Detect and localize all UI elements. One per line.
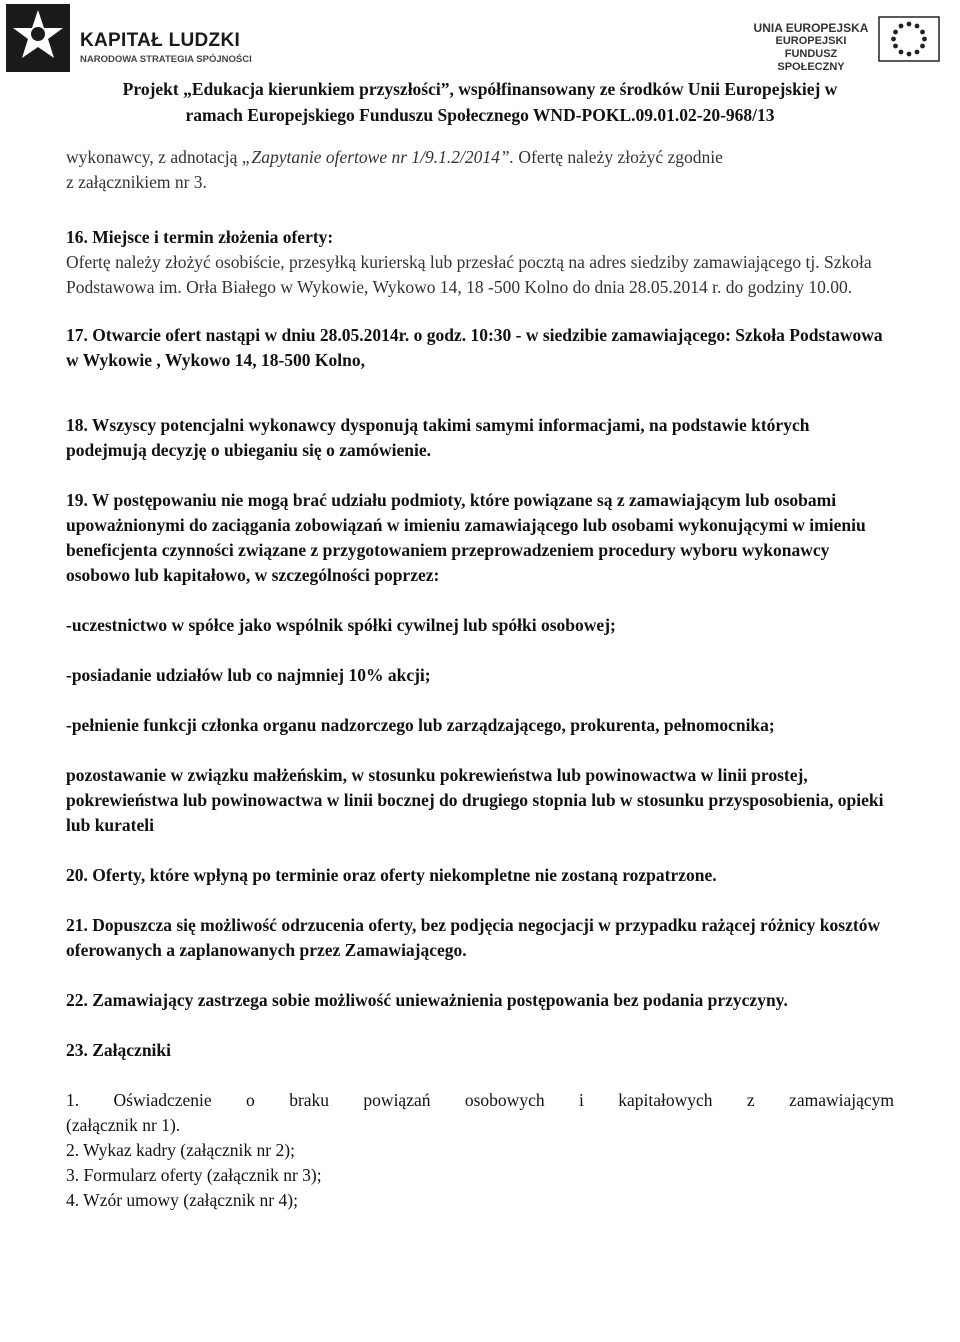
attachment-4: 4. Wzór umowy (załącznik nr 4); xyxy=(66,1190,298,1210)
eu-line3: FUNDUSZ SPOŁECZNY xyxy=(777,48,845,73)
section-19: 19. W postępowaniu nie mogą brać udziału podmioty, które powiązane są z zamawiającym lub osobami upoważnionymi do zaciągania zobowiązań w imieniu zamawiającego lub osobami wykonującymi w imieniu beneficjenta czynności związane z przygotowaniem przeprowadzeniem procedury wyboru wykonawcy osobowo lub kapitałowo, w szczególności poprzez: xyxy=(66,490,866,585)
kapital-ludzki-title: KAPITAŁ LUDZKI xyxy=(80,30,241,51)
kapital-ludzki-emblem-icon xyxy=(6,4,70,72)
eu-fund-label xyxy=(752,22,870,74)
section-17: 17. Otwarcie ofert nastąpi w dniu 28.05.2014r. o godz. 10:30 - w siedzibie zamawiającego: Szkoła Podstawowa w Wykowie , Wykowo 14, 18-500 Kolno, xyxy=(66,325,883,370)
intro-text-1: wykonawcy, z adnotacją xyxy=(66,147,242,167)
section-21: 21. Dopuszcza się możliwość odrzucenia oferty, bez podjęcia negocjacji w przypadku rażącej różnicy kosztów oferowanych a zaplanowanych przez Zamawiającego. xyxy=(66,915,881,960)
attachment-3: 3. Formularz oferty (załącznik nr 3); xyxy=(66,1165,322,1185)
section-20: 20. Oferty, które wpłyną po terminie oraz oferty niekompletne nie zostaną rozpatrzone. xyxy=(66,865,717,885)
eu-line2: EUROPEJSKI xyxy=(775,35,847,47)
eu-line1: UNIA EUROPEJSKA xyxy=(753,21,869,35)
project-line-2: ramach Europejskiego Funduszu Społecznego WND-POKL.09.01.02-20-968/13 xyxy=(185,105,775,125)
section-16-text: Ofertę należy złożyć osobiście, przesyłką kurierską lub przesłać pocztą na adres siedziby zamawiającego tj. Szkoła Podstawowa im. Orła Białego w Wykowie, Wykowo 14, 18 -500 Kolno do dnia 28.05.2014 r. do godziny 10.00. xyxy=(66,252,872,297)
bullet-1: -uczestnictwo w spółce jako wspólnik spółki cywilnej lub spółki osobowej; xyxy=(66,615,616,635)
attachment-1: 1. Oświadczenie o braku powiązań osobowych i kapitałowych z zamawiającym xyxy=(66,1090,894,1110)
page-header xyxy=(0,0,960,135)
kapital-ludzki-subtitle: NARODOWA STRATEGIA SPÓJNOŚCI xyxy=(80,54,252,65)
section-23-heading: 23. Załączniki xyxy=(66,1040,172,1060)
intro-italic: „Zapytanie ofertowe nr 1/9.1.2/2014”. xyxy=(241,147,514,167)
section-18: 18. Wszyscy potencjalni wykonawcy dysponują takimi samymi informacjami, na podstawie których podejmują decyzję o ubieganiu się o zamówienie. xyxy=(66,415,810,460)
attachment-1-note: (załącznik nr 1). xyxy=(66,1115,181,1135)
intro-text-3: z załącznikiem nr 3. xyxy=(66,172,207,192)
intro-text-2: Ofertę należy złożyć zgodnie xyxy=(513,147,723,167)
bullet-2: -posiadanie udziałów lub co najmniej 10% akcji; xyxy=(66,665,431,685)
kapital-ludzki-logo xyxy=(6,4,256,72)
section-22: 22. Zamawiający zastrzega sobie możliwość unieważnienia postępowania bez podania przyczyny. xyxy=(66,990,788,1010)
attachment-2: 2. Wykaz kadry (załącznik nr 2); xyxy=(66,1140,295,1160)
intro-paragraph xyxy=(66,145,894,195)
project-info xyxy=(0,76,960,128)
section-16-heading: 16. Miejsce i termin złożenia oferty: xyxy=(66,227,334,247)
document-body xyxy=(66,140,894,1213)
bullet-4: pozostawanie w związku małżeńskim, w stosunku pokrewieństwa lub powinowactwa w linii prostej, pokrewieństwa lub powinowactwa w linii bocznej do drugiego stopnia lub w stosunku przysposobienia, opieki lub kurateli xyxy=(66,765,884,835)
project-line-1: Projekt „Edukacja kierunkiem przyszłości”, współfinansowany ze środków Unii Europejskiej w xyxy=(122,79,838,99)
bullet-3: -pełnienie funkcji członka organu nadzorczego lub zarządzającego, prokurenta, pełnomocnika; xyxy=(66,715,775,735)
eu-flag-icon xyxy=(878,16,940,62)
